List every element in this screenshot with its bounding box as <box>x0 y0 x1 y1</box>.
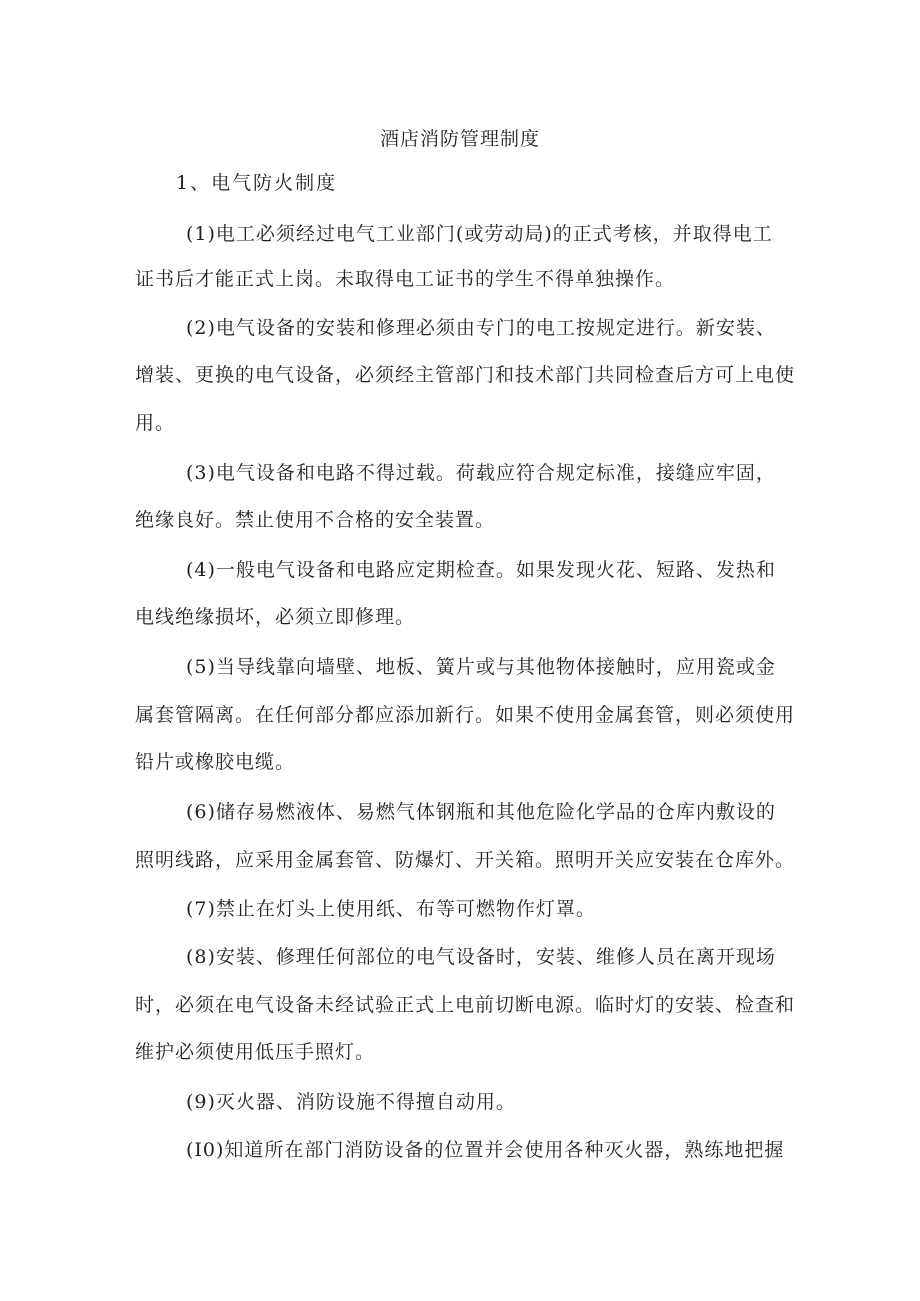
paragraph-line: 铅片或橡胶电缆。 <box>135 751 296 773</box>
paragraph-line: (5)当导线靠向墙壁、地板、簧片或与其他物体接触时，应用瓷或金 <box>186 656 776 678</box>
paragraph-line: (8)安装、修理任何部位的电气设备时，安装、维修人员在离开现场 <box>186 946 776 968</box>
paragraph-line: 属套管隔离。在任何部分都应添加新行。如果不使用金属套管，则必须使用 <box>135 704 796 726</box>
paragraph-line: 照明线路，应采用金属套管、防爆灯、开关箱。照明开关应安装在仓库外。 <box>135 849 796 871</box>
paragraph-line: 绝缘良好。禁止使用不合格的安全装置。 <box>135 509 496 531</box>
paragraph-line: 用。 <box>135 412 176 434</box>
document-title: 酒店消防管理制度 <box>379 128 540 150</box>
paragraph-line: 证书后才能正式上岗。未取得电工证书的学生不得单独操作。 <box>135 268 676 290</box>
section-heading: 1、电气防火制度 <box>176 172 338 194</box>
paragraph-line: (2)电气设备的安装和修理必须由专门的电工按规定进行。新安装、 <box>186 317 776 339</box>
paragraph-line: (9)灭火器、消防设施不得擅自动用。 <box>186 1091 516 1113</box>
paragraph-line: (4)一般电气设备和电路应定期检查。如果发现火花、短路、发热和 <box>186 559 776 581</box>
paragraph-line: (7)禁止在灯头上使用纸、布等可燃物作灯罩。 <box>186 898 596 920</box>
paragraph-line: (I0)知道所在部门消防设备的位置并会使用各种灭火器，熟练地把握 <box>186 1139 785 1161</box>
paragraph-line: (6)储存易燃液体、易燃气体钢瓶和其他危险化学品的仓库内敷设的 <box>186 801 776 823</box>
paragraph-line: 时，必须在电气设备未经试验正式上电前切断电源。临时灯的安装、检查和 <box>135 994 796 1016</box>
paragraph-line: (1)电工必须经过电气工业部门(或劳动局)的正式考核，并取得电工 <box>186 223 773 245</box>
paragraph-line: (3)电气设备和电路不得过载。荷载应符合规定标准，接缝应牢固， <box>186 462 776 484</box>
paragraph-line: 增装、更换的电气设备，必须经主管部门和技术部门共同检查后方可上电使 <box>135 364 796 386</box>
paragraph-line: 电线绝缘损坏，必须立即修理。 <box>135 606 416 628</box>
paragraph-line: 维护必须使用低压手照灯。 <box>135 1041 376 1063</box>
